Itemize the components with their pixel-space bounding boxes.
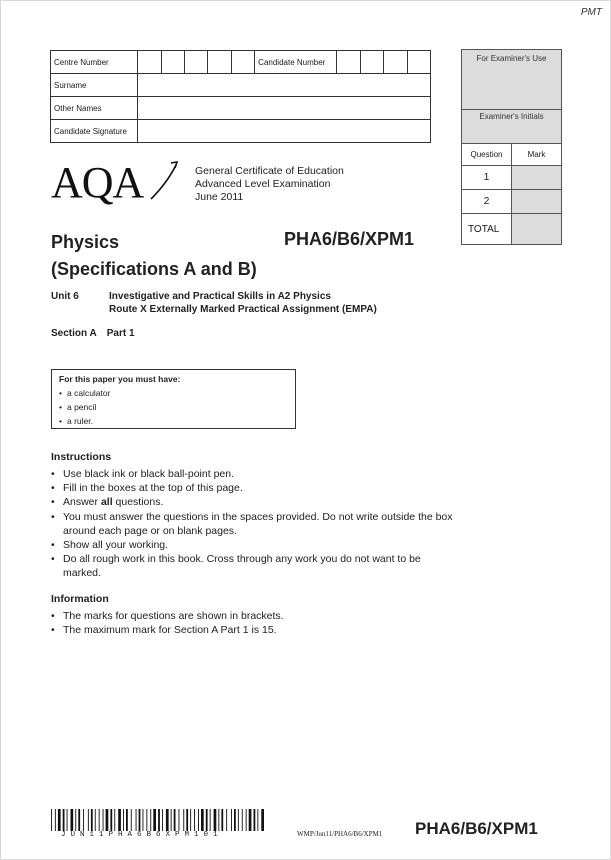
total-cell bbox=[512, 214, 561, 244]
qualification-line: General Certificate of Education bbox=[195, 165, 344, 177]
information-section bbox=[51, 593, 461, 637]
must-have-box bbox=[51, 369, 296, 429]
barcode-bar bbox=[123, 809, 124, 831]
instruction-item: • Fill in the boxes at the top of this page. bbox=[51, 481, 461, 495]
barcode-bar bbox=[58, 809, 61, 831]
barcode-bar bbox=[261, 809, 264, 831]
barcode-bar bbox=[83, 809, 84, 831]
barcode-bar bbox=[246, 809, 247, 831]
barcode-bar bbox=[110, 809, 112, 831]
barcode-bar bbox=[91, 809, 93, 831]
centre-number-digit[interactable] bbox=[231, 51, 254, 74]
corner-mark: PMT bbox=[580, 7, 602, 18]
barcode-bar bbox=[257, 809, 258, 831]
barcode-bar bbox=[153, 809, 156, 831]
candidate-number-label: Candidate Number bbox=[255, 51, 337, 74]
instructions-section bbox=[51, 451, 461, 581]
answer-prefix: Answer bbox=[63, 496, 101, 509]
examiner-initials-label: Examiner's Initials bbox=[462, 110, 561, 144]
unit-label: Unit 6 bbox=[51, 291, 79, 302]
candidate-number-digit[interactable] bbox=[337, 51, 360, 74]
barcode-bar bbox=[218, 809, 219, 831]
candidate-number-digit[interactable] bbox=[407, 51, 430, 74]
barcode-bar bbox=[174, 809, 176, 831]
barcode-bar bbox=[158, 809, 160, 831]
barcode-bar bbox=[139, 809, 141, 831]
mark-cell bbox=[512, 190, 561, 213]
barcode-bar bbox=[201, 809, 204, 831]
question-number: 1 bbox=[462, 166, 512, 189]
barcode-bar bbox=[67, 809, 68, 831]
qualification-info bbox=[195, 165, 344, 204]
barcode-bar bbox=[210, 809, 211, 831]
total-label: TOTAL bbox=[462, 214, 512, 244]
answer-bold: all bbox=[100, 496, 113, 509]
section-label: Section A bbox=[51, 328, 97, 339]
candidate-number-digit[interactable] bbox=[384, 51, 407, 74]
section-part: Part 1 bbox=[106, 328, 135, 339]
must-have-item: • a pencil bbox=[59, 400, 288, 414]
subject-title bbox=[51, 229, 257, 283]
examiner-header-row bbox=[462, 144, 561, 166]
barcode-bar bbox=[249, 809, 252, 831]
barcode-bar bbox=[99, 809, 100, 831]
barcode-bar bbox=[51, 809, 52, 831]
examiner-use-title: For Examiner's Use bbox=[462, 50, 561, 110]
must-have-heading: For this paper you must have: bbox=[59, 374, 181, 384]
information-item: • The marks for questions are shown in brackets. bbox=[51, 609, 461, 623]
paper-code: PHA6/B6/XPM1 bbox=[284, 229, 415, 249]
barcode-bar bbox=[194, 809, 195, 831]
answer-suffix: questions. bbox=[112, 496, 164, 509]
instruction-item: • Use black ink or black ball-point pen. bbox=[51, 467, 461, 481]
mark-cell bbox=[512, 166, 561, 189]
signature-label: Candidate Signature bbox=[51, 120, 138, 143]
barcode-bar bbox=[254, 809, 256, 831]
surname-label: Surname bbox=[51, 74, 138, 97]
subject-name: Physics bbox=[51, 232, 120, 252]
centre-number-digit[interactable] bbox=[208, 51, 231, 74]
barcode-bar bbox=[171, 809, 172, 831]
barcode-text: JUN11PHA6B6XPM101 bbox=[61, 831, 223, 839]
barcode-bar bbox=[88, 809, 89, 831]
barcode-bar bbox=[146, 809, 147, 831]
question-number: 2 bbox=[462, 190, 512, 213]
barcode-bar bbox=[131, 809, 132, 831]
barcode-bar bbox=[106, 809, 109, 831]
mark-header: Mark bbox=[512, 144, 561, 165]
instruction-item: • Do all rough work in this book. Cross through any work you do not want to be marked. bbox=[51, 552, 461, 580]
centre-number-label: Centre Number bbox=[51, 51, 138, 74]
aqa-logo bbox=[51, 157, 183, 207]
barcode-bar bbox=[231, 809, 232, 831]
instruction-item: • You must answer the questions in the spaces provided. Do not write outside the box around each page or on blank pages. bbox=[51, 510, 461, 538]
barcode-bar bbox=[183, 809, 184, 831]
barcode-bar bbox=[71, 809, 74, 831]
barcode-bar bbox=[150, 809, 151, 831]
footer-reference: WMP/Jun11/PHA6/B6/XPM1 bbox=[297, 830, 383, 838]
question-header: Question bbox=[462, 144, 512, 165]
centre-number-digit[interactable] bbox=[161, 51, 184, 74]
examiner-row bbox=[462, 190, 561, 214]
must-have-item: • a ruler. bbox=[59, 414, 288, 428]
barcode-bar bbox=[103, 809, 104, 831]
barcode-bar bbox=[118, 809, 121, 831]
barcode-bar bbox=[143, 809, 144, 831]
barcode-bar bbox=[162, 809, 163, 831]
centre-number-digit[interactable] bbox=[185, 51, 208, 74]
barcode-bar bbox=[226, 809, 227, 831]
instructions-heading: Instructions bbox=[51, 451, 112, 463]
candidate-number-digit[interactable] bbox=[360, 51, 383, 74]
surname-field[interactable] bbox=[138, 74, 431, 97]
logo-swoosh-icon bbox=[51, 157, 183, 207]
must-have-item: • a calculator bbox=[59, 386, 288, 400]
aqa-logo-text: AQA bbox=[51, 158, 144, 207]
barcode-bar bbox=[136, 809, 137, 831]
barcode-bar bbox=[214, 809, 217, 831]
barcode-bar bbox=[126, 809, 128, 831]
barcode-bar bbox=[242, 809, 243, 831]
examiner-row bbox=[462, 166, 561, 190]
barcode-bar bbox=[114, 809, 115, 831]
barcode-bar bbox=[63, 809, 65, 831]
barcode-bar bbox=[238, 809, 239, 831]
subject-specification: (Specifications A and B) bbox=[51, 259, 257, 279]
unit-title: Investigative and Practical Skills in A2 Physics bbox=[109, 291, 331, 302]
barcode-bar bbox=[190, 809, 191, 831]
instruction-item bbox=[51, 495, 461, 509]
signature-field[interactable] bbox=[138, 120, 431, 143]
barcode-bar bbox=[234, 809, 236, 831]
examiner-use-box bbox=[461, 49, 562, 245]
footer-paper-code: PHA6/B6/XPM1 bbox=[415, 819, 538, 838]
other-names-label: Other Names bbox=[51, 97, 138, 120]
instruction-item: • Show all your working. bbox=[51, 538, 461, 552]
unit-info bbox=[51, 290, 377, 316]
centre-number-digit[interactable] bbox=[138, 51, 161, 74]
information-heading: Information bbox=[51, 593, 109, 605]
information-item: • The maximum mark for Section A Part 1 is 15. bbox=[51, 623, 461, 637]
barcode-bar bbox=[55, 809, 56, 831]
barcode-bar bbox=[198, 809, 199, 831]
barcode-bar bbox=[179, 809, 180, 831]
barcode-icon bbox=[51, 809, 266, 831]
barcode-bar bbox=[95, 809, 96, 831]
barcode-bar bbox=[221, 809, 223, 831]
exam-date: June 2011 bbox=[195, 191, 244, 203]
barcode-bar bbox=[166, 809, 169, 831]
qualification-line: Advanced Level Examination bbox=[195, 178, 331, 190]
barcode-bar bbox=[206, 809, 208, 831]
barcode-bar bbox=[78, 809, 80, 831]
candidate-details-box bbox=[50, 50, 431, 143]
other-names-field[interactable] bbox=[138, 97, 431, 120]
examiner-total-row bbox=[462, 214, 561, 244]
section-info bbox=[51, 328, 135, 339]
barcode-bar bbox=[75, 809, 76, 831]
unit-subtitle: Route X Externally Marked Practical Assignment (EMPA) bbox=[109, 304, 377, 315]
barcode-bar bbox=[186, 809, 188, 831]
